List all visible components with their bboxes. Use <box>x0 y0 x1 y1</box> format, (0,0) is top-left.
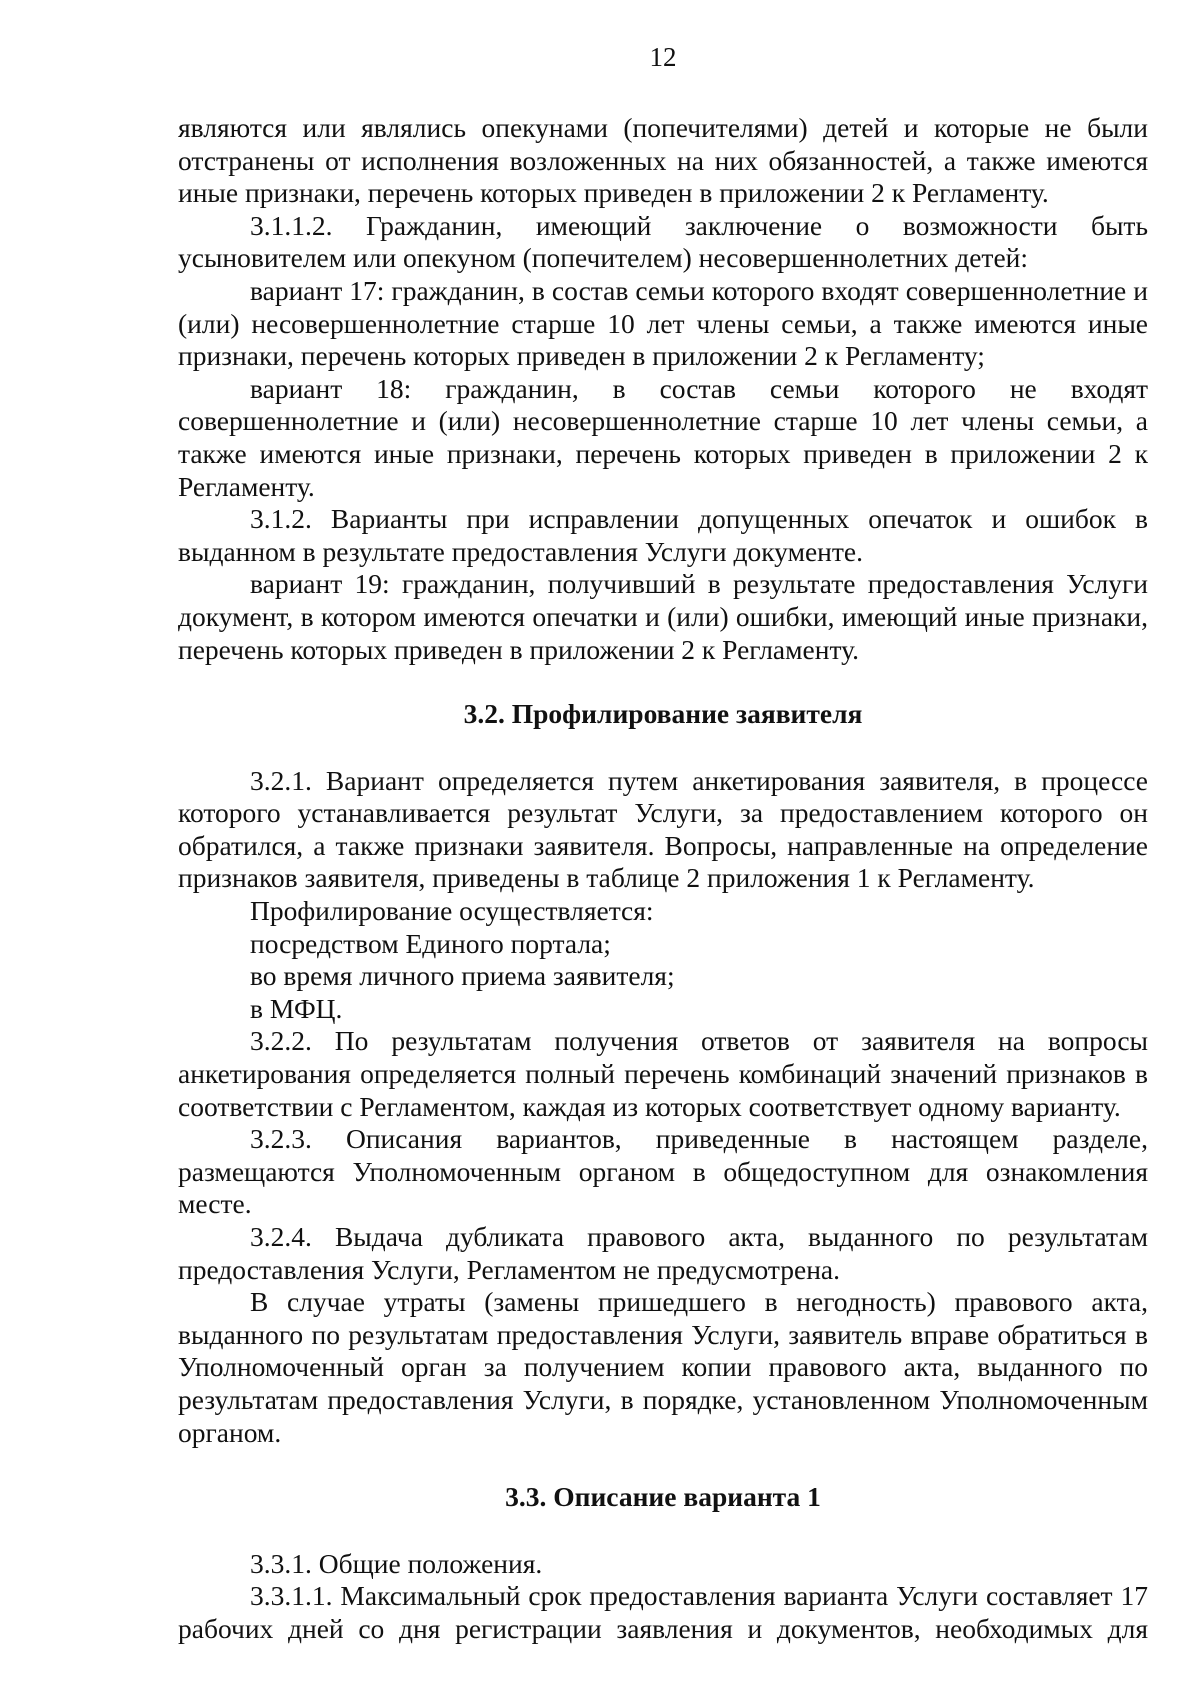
section-heading-3-2: 3.2. Профилирование заявителя <box>463 698 863 730</box>
paragraph-3-2-4: 3.2.4. Выдача дубликата правового акта, выданного по результатам предоставления Услуги, Регламентом не предусмотрена. <box>178 1221 1148 1285</box>
page-number: 12 <box>649 42 677 72</box>
paragraph-continuation: являются или являлись опекунами (попечителями) детей и которые не были отстранены от исполнения возложенных на них обязанностей, а также имеются иные признаки, перечень которых приведен в приложении 2 к Регламенту. <box>178 112 1148 209</box>
paragraph-variant-19: вариант 19: гражданин, получивший в результате предоставления Услуги документ, в котором имеются опечатки и (или) ошибки, имеющий иные признаки, перечень которых приведен в приложении 2 к Регламенту. <box>178 568 1148 665</box>
paragraph-profiling-intro: Профилирование осуществляется: <box>250 895 654 927</box>
paragraph-variant-17: вариант 17: гражданин, в состав семьи которого входят совершеннолетние и (или) несовершеннолетние старше 10 лет члены семьи, а также имеются иные признаки, перечень которых приведен в приложении 2 к Регламенту; <box>178 274 1148 372</box>
section-heading-3-3: 3.3. Описание варианта 1 <box>505 1481 821 1513</box>
document-body <box>178 112 1148 1646</box>
paragraph-variant-18: вариант 18: гражданин, в состав семьи которого не входят совершеннолетние и (или) несовершеннолетние старше 10 лет члены семьи, а также имеются иные признаки, перечень которых приведен в приложении 2 к Регламенту. <box>178 372 1148 502</box>
paragraph-3-2-1: 3.2.1. Вариант определяется путем анкетирования заявителя, в процессе которого устанавливается результат Услуги, за предоставлением которого он обратился, а также признаки заявителя. Вопросы, направленные на определение признаков заявителя, приведены в таблице 2 приложения 1 к Регламенту. <box>178 764 1148 894</box>
list-item-mfc: в МФЦ. <box>250 992 343 1024</box>
paragraph-3-3-1: 3.3.1. Общие положения. <box>250 1547 543 1579</box>
paragraph-3-2-2: 3.2.2. По результатам получения ответов от заявителя на вопросы анкетирования определяется полный перечень комбинаций значений признаков в соответствии с Регламентом, каждая из которых соответствует одному варианту. <box>178 1025 1148 1122</box>
list-item-personal-reception: во время личного приема заявителя; <box>250 960 675 992</box>
paragraph-3-1-2: 3.1.2. Варианты при исправлении допущенных опечаток и ошибок в выданном в результате предоставления Услуги документе. <box>178 503 1148 567</box>
paragraph-3-1-1-2: 3.1.1.2. Гражданин, имеющий заключение о возможности быть усыновителем или опекуном (попечителем) несовершеннолетних детей: <box>178 209 1148 274</box>
paragraph-loss-case: В случае утраты (замены пришедшего в негодность) правового акта, выданного по результатам предоставления Услуги, заявитель вправе обратиться в Уполномоченный орган за получением копии правового акта, выданного по результатам предоставления Услуги, в порядке, установленном Уполномоченным органом. <box>178 1286 1148 1448</box>
paragraph-3-3-1-1: 3.3.1.1. Максимальный срок предоставления варианта Услуги составляет 17 рабочих дней со дня регистрации заявления и документов, необходимых для <box>178 1580 1148 1644</box>
list-item-portal: посредством Единого портала; <box>250 927 611 959</box>
paragraph-3-2-3: 3.2.3. Описания вариантов, приведенные в настоящем разделе, размещаются Уполномоченным органом в общедоступном для ознакомления месте. <box>178 1123 1148 1220</box>
